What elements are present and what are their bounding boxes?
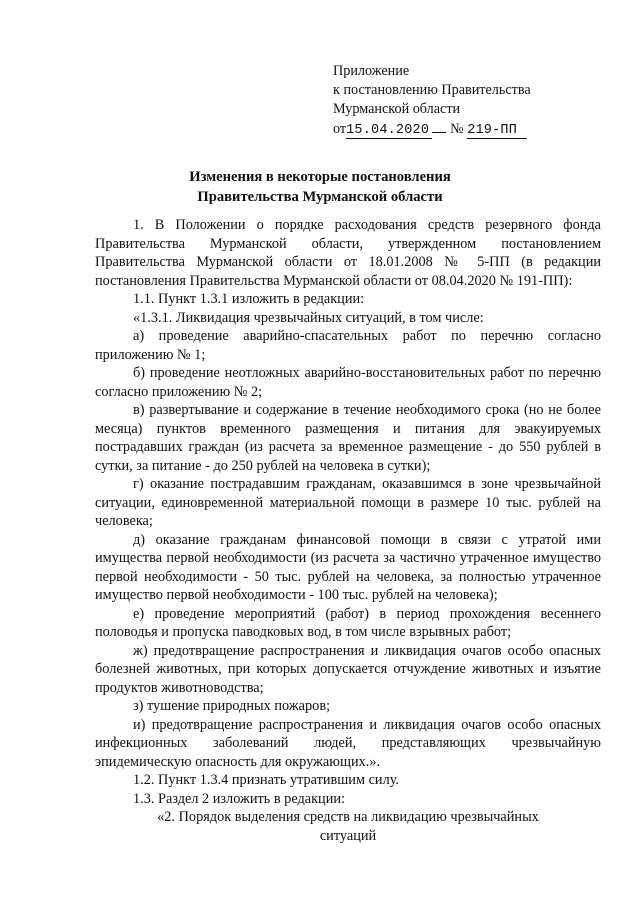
paragraph-1-3-1: «1.3.1. Ликвидация чрезвычайных ситуаций, в том числе: [133, 309, 484, 326]
item-a: а) проведение аварийно-спасательных работ по перечню согласно приложению № 1; [95, 328, 601, 363]
item-zh: ж) предотвращение распространения и ликвидация очагов особо опасных болезней животных, при которых допускается отчуждение животных и изъятие продуктов животноводства; [95, 642, 601, 696]
item-e: е) проведение мероприятий (работ) в период прохождения весеннего половодья и пропуска паводковых вод, в том числе взрывных работ; [95, 605, 601, 640]
from-label: от [333, 120, 347, 137]
item-z: з) тушение природных пожаров; [133, 698, 331, 714]
item-d: д) оказание гражданам финансовой помощи в связи с утратой ими имущества первой необходимости (из расчета за частично утраченное имущество первой необходимости - 50 тыс. рублей на человека, за полностью утраченное имущество первой необходимости - 100 тыс. рублей на человека); [95, 531, 601, 603]
decree-number: 219-ПП [467, 123, 527, 139]
title-line-2: Правительства Мурманской области [197, 188, 443, 205]
paragraph-1: 1. В Положении о порядке расходования средств резервного фонда Правительства Мурманской области, утвержденном постановлением Правительства Мурманской области от 18.01.2008 № 5-ПП (в редакции постановления Правительства Мурманской области от 08.04.2020 № 191-ПП): [95, 217, 601, 289]
paragraph-1-1: 1.1. Пункт 1.3.1 изложить в редакции: [133, 291, 365, 307]
paragraph-1-2: 1.2. Пункт 1.3.4 признать утратившим силу. [133, 772, 400, 788]
decree-date: 15.04.2020 [346, 123, 432, 139]
item-i: и) предотвращение распространения и ликвидация очагов особо опасных инфекционных заболеваний людей, представляющих чрезвычайную эпидемическую опасность для окружающих.». [95, 716, 601, 770]
appendix-header [333, 62, 593, 139]
section-2-heading-line-1: «2. Порядок выделения средств на ликвидацию чрезвычайных [157, 809, 539, 825]
document-title [100, 168, 540, 207]
item-g: г) оказание пострадавшим гражданам, оказавшимся в зоне чрезвычайной ситуации, единовременной материальной помощи в размере 10 тыс. рублей на человека; [95, 476, 601, 529]
title-line-1: Изменения в некоторые постановления [189, 169, 451, 185]
underline-gap [432, 132, 446, 133]
item-b: б) проведение неотложных аварийно-восстановительных работ по перечню согласно приложению № 2; [95, 365, 601, 400]
appendix-line-1: Приложение [333, 63, 410, 79]
number-label: № [450, 120, 464, 137]
appendix-line-3: Мурманской области [333, 101, 461, 118]
document-body [95, 216, 601, 845]
item-v: в) развертывание и содержание в течение необходимого срока (но не более месяца) пунктов временного размещения и питания для эвакуируемых пострадавших граждан (из расчета за временное размещение - до 550 рублей в сутки, за питание - до 250 рублей на человека в сутки); [95, 402, 601, 474]
paragraph-1-3: 1.3. Раздел 2 изложить в редакции: [133, 790, 345, 807]
section-2-heading-line-2: ситуаций [319, 827, 377, 844]
appendix-line-2: к постановлению Правительства [333, 82, 531, 99]
appendix-date-line [333, 120, 593, 139]
section-2-heading [95, 808, 601, 845]
